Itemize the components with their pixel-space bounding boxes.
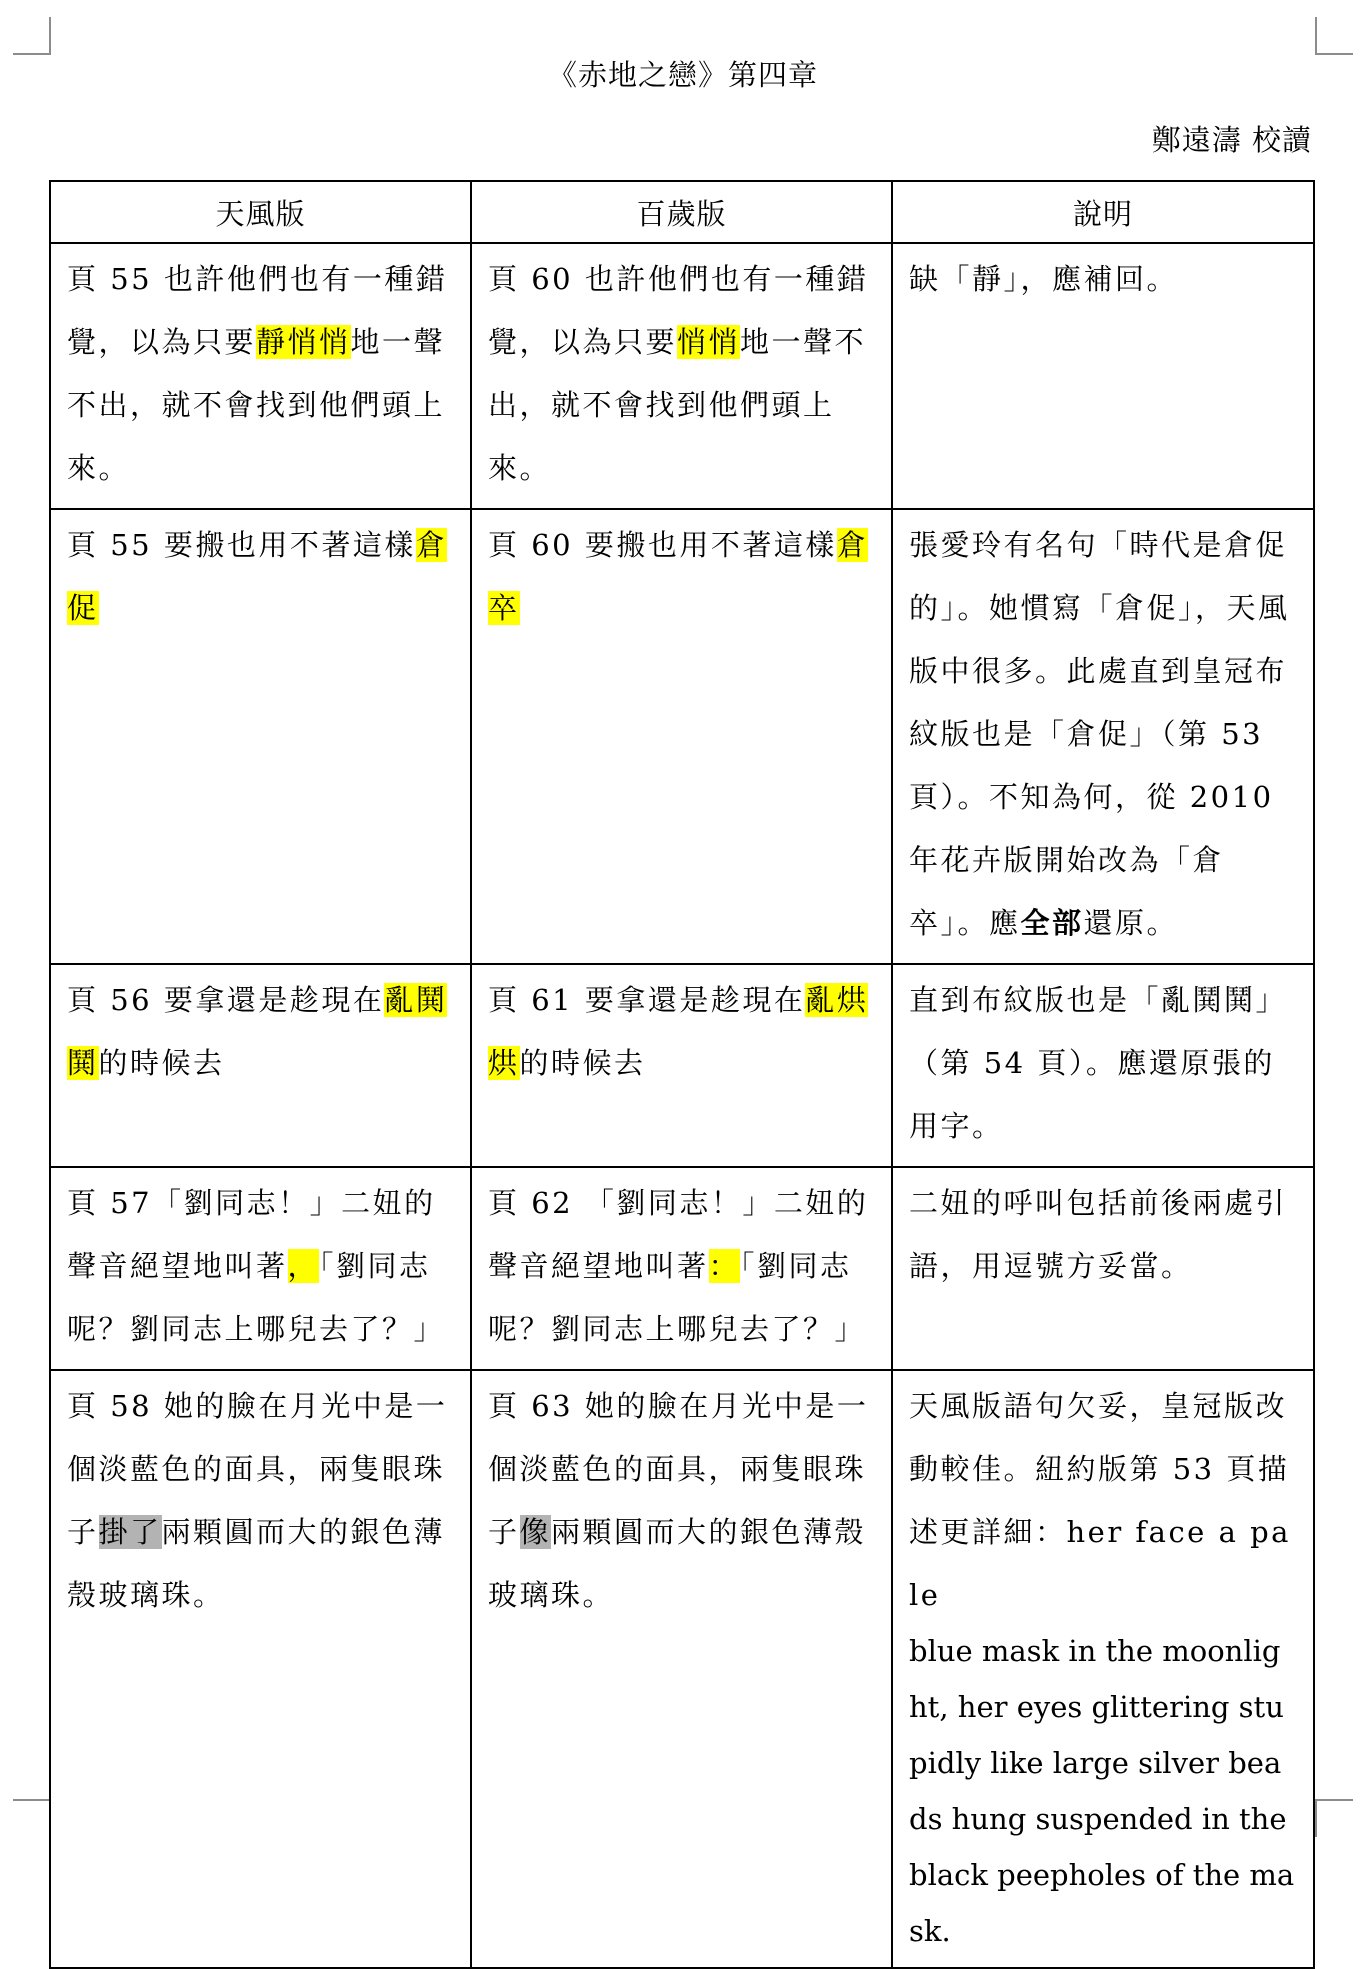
cell-note: 直到布紋版也是「亂鬨鬨」（第 54 頁）。應還原張的用字。 [892, 964, 1314, 1167]
crop-mark-bottom-right [1315, 1799, 1353, 1837]
highlight-diff: ： [708, 1249, 741, 1283]
crop-mark-top-right [1315, 17, 1353, 55]
cell-tianfeng: 頁 58 她的臉在月光中是一個淡藍色的面具，兩隻眼珠子掛了兩顆圓而大的銀色薄殼玻璃珠。 [50, 1370, 471, 1968]
english-quote: blue mask in the moonlight, her eyes glittering stupidly like large silver beads hung suspended in the black peepholes of the mask. [909, 1634, 1295, 1948]
highlight-diff: 亂鬨鬨 [67, 983, 448, 1080]
cell-baisui: 頁 63 她的臉在月光中是一個淡藍色的面具，兩隻眼珠子像兩顆圓而大的銀色薄殼玻璃珠。 [471, 1370, 892, 1968]
crop-mark-top-left [13, 17, 51, 55]
cell-tianfeng: 頁 55 也許他們也有一種錯覺，以為只要靜悄悄地一聲不出，就不會找到他們頭上來。 [50, 243, 471, 509]
table-row [50, 1370, 1314, 1968]
cell-baisui: 頁 62 「劉同志！」二妞的聲音絕望地叫著：「劉同志呢？劉同志上哪兒去了？」 [471, 1167, 892, 1370]
proofreader-credit: 鄭遠濤 校讀 [1151, 123, 1312, 157]
highlight-diff: 倉卒 [488, 528, 869, 625]
table-row [50, 964, 1314, 1167]
cell-baisui: 頁 60 要搬也用不著這樣倉卒 [471, 509, 892, 964]
cell-note: 張愛玲有名句「時代是倉促的」。她慣寫「倉促」，天風版中很多。此處直到皇冠布紋版也是「倉促」（第 53 頁）。不知為何，從 2010 年花卉版開始改為「倉卒」。應全部還原。 [892, 509, 1314, 964]
table-row [50, 243, 1314, 509]
comparison-table [49, 180, 1315, 1969]
highlight-diff: 靜悄悄 [256, 325, 351, 359]
highlight-diff: 亂烘烘 [488, 983, 869, 1080]
table-row [50, 1167, 1314, 1370]
cell-note: 二妞的呼叫包括前後兩處引語，用逗號方妥當。 [892, 1167, 1314, 1370]
highlight-diff: 掛了 [98, 1515, 162, 1549]
header-note: 說明 [892, 181, 1314, 243]
page-title: 《赤地之戀》第四章 [547, 58, 818, 92]
cell-tianfeng: 頁 57「劉同志！」二妞的聲音絕望地叫著，「劉同志呢？劉同志上哪兒去了？」 [50, 1167, 471, 1370]
highlight-diff: 倉促 [67, 528, 448, 625]
table-header-row [50, 181, 1314, 243]
emphasis-all: 全部 [1020, 906, 1084, 940]
highlight-diff: 像 [519, 1515, 552, 1549]
cell-baisui: 頁 60 也許他們也有一種錯覺，以為只要悄悄地一聲不出，就不會找到他們頭上來。 [471, 243, 892, 509]
table-row [50, 509, 1314, 964]
cell-note: 缺「靜」，應補回。 [892, 243, 1314, 509]
highlight-diff: 悄悄 [677, 325, 741, 359]
cell-tianfeng: 頁 55 要搬也用不著這樣倉促 [50, 509, 471, 964]
cell-note: 天風版語句欠妥，皇冠版改動較佳。紐約版第 53 頁描述更詳細：her face a pale blue mask in the moonlight, her eyes glittering stupidly like large silver beads hung suspended in the black peepholes of the mask. [892, 1370, 1314, 1968]
cell-baisui: 頁 61 要拿還是趁現在亂烘烘的時候去 [471, 964, 892, 1167]
header-baisui: 百歲版 [471, 181, 892, 243]
crop-mark-bottom-left [13, 1799, 51, 1837]
cell-tianfeng: 頁 56 要拿還是趁現在亂鬨鬨的時候去 [50, 964, 471, 1167]
highlight-diff: ， [287, 1249, 320, 1283]
header-tianfeng: 天風版 [50, 181, 471, 243]
